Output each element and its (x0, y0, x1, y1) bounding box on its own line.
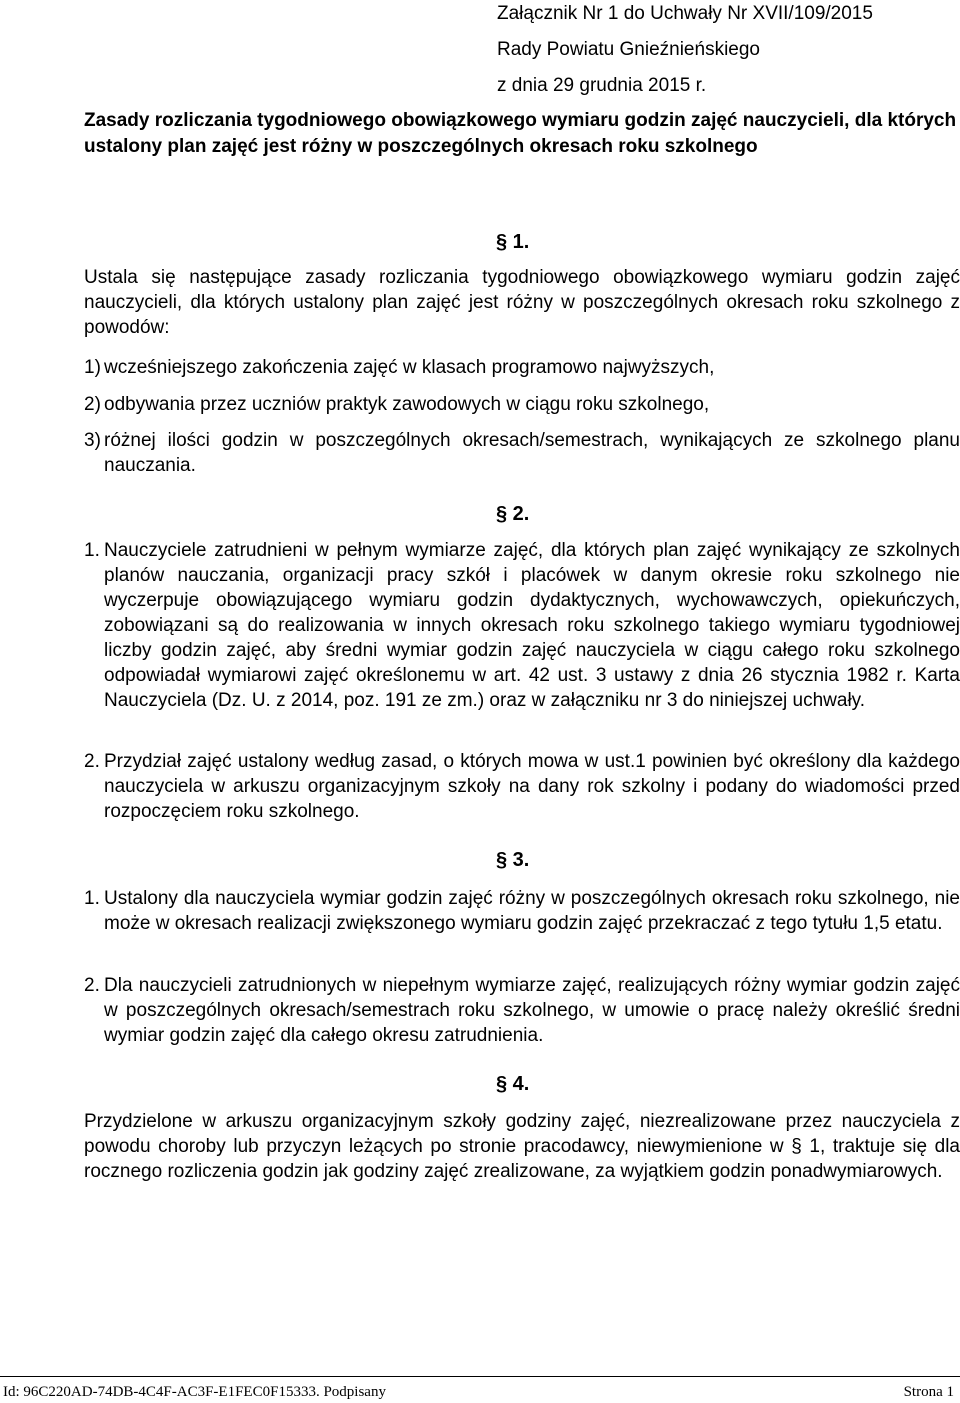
section-3-item-2-text: Dla nauczycieli zatrudnionych w niepełnym wymiarze zajęć, realizujących różny wymiar godzin zajęć w poszczególnych okresach/semestrach roku szkolnego, w umowie o pracę należy określić średni wymiar godzin zajęć dla całego okresu zatrudnienia. (104, 975, 960, 1046)
section-1-item-3-number: 3) (84, 430, 101, 451)
section-4-text: Przydzielone w arkuszu organizacyjnym szkoły godziny zajęć, niezrealizowane przez nauczyciela z powodu choroby lub przyczyn leżących po stronie pracodawcy, niewymienione w § 1, traktuje się dla rocznego rozliczenia godzin jak godziny zajęć zrealizowane, za wyjątkiem godzin ponadwymiarowych. (84, 1111, 960, 1182)
section-1-item-1-number: 1) (84, 357, 101, 378)
section-1-item-2-text: odbywania przez uczniów praktyk zawodowych w ciągu roku szkolnego, (104, 394, 710, 415)
section-1-item-3-text: różnej ilości godzin w poszczególnych okresach/semestrach, wynikających ze szkolnego planu nauczania. (104, 430, 960, 476)
section-1-item-2-number: 2) (84, 394, 101, 415)
document-title: Zasady rozliczania tygodniowego obowiązkowego wymiaru godzin zajęć nauczycieli, dla których ustalony plan zajęć jest różny w poszczególnych okresach roku szkolnego (84, 110, 957, 157)
section-2-item-1-number: 1. (84, 540, 100, 561)
footer-page-number: Strona 1 (903, 1384, 954, 1400)
section-1-heading: § 1. (496, 231, 530, 253)
section-2-item-2-text: Przydział zajęć ustalony według zasad, o których mowa w ust.1 powinien być określony dla każdego nauczyciela w arkuszu organizacyjnym szkoły na dany rok szkolny i podany do wiadomości przed rozpoczęciem roku szkolnego. (104, 751, 960, 822)
header-date-line: z dnia 29 grudnia 2015 r. (497, 75, 707, 96)
header-council-line: Rady Powiatu Gnieźnieńskiego (497, 39, 760, 60)
section-1-intro: Ustala się następujące zasady rozliczania tygodniowego obowiązkowego wymiaru godzin zajęć nauczycieli, dla których ustalony plan zajęć jest różny w poszczególnych okresach roku szkolnego z powodów: (84, 267, 960, 338)
section-3-item-1-text: Ustalony dla nauczyciela wymiar godzin zajęć różny w poszczególnych okresach roku szkolnego, nie może w okresach realizacji zwiększonego wymiaru godzin zajęć przekraczać z tego tytułu 1,5 etatu. (104, 888, 960, 934)
footer-divider (0, 1376, 960, 1377)
section-4-heading: § 4. (496, 1073, 530, 1095)
footer-document-id: Id: 96C220AD-74DB-4C4F-AC3F-E1FEC0F15333. Podpisany (3, 1384, 386, 1400)
section-2-item-1-text: Nauczyciele zatrudnieni w pełnym wymiarze zajęć, dla których plan zajęć wynikający ze szkolnych planów nauczania, organizacji pracy szkół i placówek w danym okresie roku szkolnego nie wyczerpuje obowiązującego wymiaru godzin dydaktycznych, wychowawczych, opiekuńczych, zobowiązani są do realizowania w innych okresach roku szkolnego takiego wymiaru tygodniowej liczby godzin zajęć, aby średni wymiar godzin zajęć nauczyciela w ciągu całego roku szkolnego odpowiadał wymiarowi zajęć określonemu w art. 42 ust. 3 ustawy z dnia 26 stycznia 1982 r. Karta Nauczyciela (Dz. U. z 2014, poz. 191 ze zm.) oraz w załączniku nr 3 do niniejszej uchwały. (104, 540, 960, 711)
section-1-item-1-text: wcześniejszego zakończenia zajęć w klasach programowo najwyższych, (104, 357, 715, 378)
section-2-heading: § 2. (496, 503, 530, 525)
section-3-item-2-number: 2. (84, 975, 100, 996)
header-attachment-line: Załącznik Nr 1 do Uchwały Nr XVII/109/2015 (497, 3, 873, 24)
section-2-item-2-number: 2. (84, 751, 100, 772)
section-3-heading: § 3. (496, 849, 530, 871)
section-3-item-1-number: 1. (84, 888, 100, 909)
